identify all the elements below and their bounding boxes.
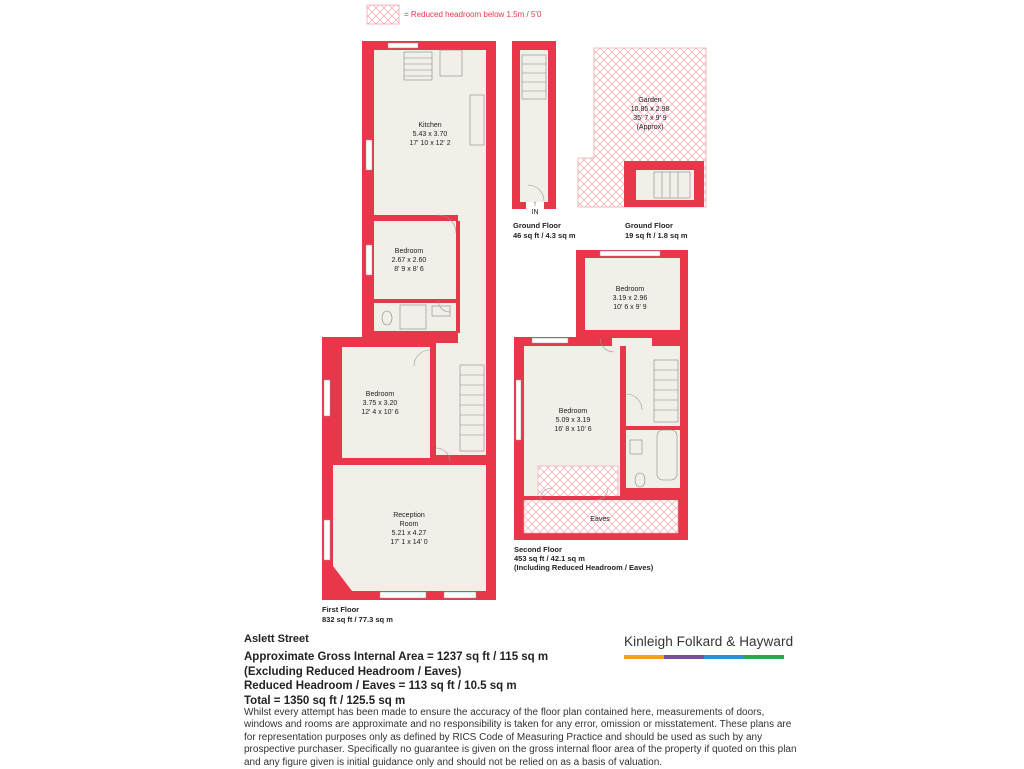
wall [362,331,458,343]
wall [585,330,680,338]
total-line: Total = 1350 sq ft / 125.5 sq m [244,694,406,707]
reception-metric: 5.21 x 4.27 [391,530,427,537]
brand-color-bar [624,655,784,659]
wall [436,455,486,465]
second-floor-name: Second Floor [514,545,562,554]
ground-floor-garden-plan [578,48,706,240]
bedroom-main-name: Bedroom [558,408,588,415]
wall [620,346,626,496]
legend-swatch [367,5,399,24]
first-floor-area: 832 sq ft / 77.3 sq m [322,615,393,624]
entrance-label: IN [531,209,539,216]
window [366,245,372,275]
window [516,380,521,440]
garden-name: Garden [638,97,662,104]
legend [367,5,542,24]
ground-b-floor-area: 19 sq ft / 1.8 sq m [625,231,688,240]
bedroom-main-metric: 5.09 x 3.19 [555,417,591,424]
brand-bar-segment [624,655,664,659]
ground-floor-entrance-plan [512,41,576,240]
kitchen-metric: 5.43 x 3.70 [412,131,448,138]
first-floor-name: First Floor [322,605,360,614]
bedroom-top-floor [585,258,680,330]
garden-note: (Approx) [636,124,664,131]
bathroom-floor [374,303,456,331]
entrance-arrow-icon: ↑ [533,201,537,208]
kitchen-imperial: 17' 10 x 12' 2 [409,140,451,147]
wall [333,458,436,465]
window [444,592,476,598]
ground-b-floor-name: Ground Floor [625,221,673,230]
disclaimer: Whilst every attempt has been made to ensure the accuracy of the floor plan contained here, measurements of doors, windows and rooms are approximate and no responsibility is taken for any error, omission or misstatement. These plans are for representation purposes only as defined by RICS Code of Measuring Practice and should be used as such by any prospective purchaser. Specifically no guarantee is given on the gross internal floor area of the property if quoted on this plan and any figure given is initial guidance only and should not be relied on as a basis of valuation. [244,707,797,768]
window [324,520,330,560]
wall [430,343,436,465]
gia-line: Approximate Gross Internal Area = 1237 sq ft / 115 sq m [244,651,549,663]
window [366,140,372,170]
reception-imperial: 17' 1 x 14' 0 [390,539,428,546]
bedroom-main-imperial: 16' 8 x 10' 6 [554,426,592,433]
bedroom-large-imperial: 12' 4 x 10' 6 [361,409,399,416]
second-floor-plan [514,250,688,572]
bedroom-large-metric: 3.75 x 3.20 [362,400,398,407]
legend-label: = Reduced headroom below 1.5m / 5'0 [404,10,542,19]
second-floor-note: (Including Reduced Headroom / Eaves) [514,563,654,572]
ground-a-floor-area: 46 sq ft / 4.3 sq m [513,231,576,240]
bedroom-top-imperial: 10' 6 x 9' 9 [613,304,647,311]
window [388,43,418,48]
ground-a-floor-name: Ground Floor [513,221,561,230]
eaves-label: Eaves [590,516,610,523]
brand-bar-segment [744,655,784,659]
brand-bar-segment [704,655,744,659]
kitchen-name: Kitchen [418,122,442,129]
reception-name-1: Reception [393,512,425,519]
wall [374,215,458,221]
wall [456,221,460,333]
window [324,380,330,416]
window [380,592,426,598]
bedroom-top-name: Bedroom [615,286,645,293]
window [532,338,568,343]
window [600,251,660,256]
bathroom-second-floor [632,426,680,492]
bedroom-small-imperial: 8' 9 x 8' 6 [394,266,424,273]
gia-note: (Excluding Reduced Headroom / Eaves) [244,665,462,678]
second-floor-area: 453 sq ft / 42.1 sq m [514,554,585,563]
first-floor-plan [322,41,496,624]
wall [626,488,680,494]
bedroom-small-metric: 2.67 x 2.60 [391,257,427,264]
reduced-headroom-line: Reduced Headroom / Eaves = 113 sq ft / 10.5 sq m [244,680,517,692]
bedroom-top-metric: 3.19 x 2.96 [612,295,648,302]
wall [374,299,456,303]
brand-name: Kinleigh Folkard & Hayward [624,634,794,649]
reception-floor [333,465,486,591]
wall [626,426,680,430]
outbuilding-floor [636,170,694,200]
bedroom-large-name: Bedroom [365,391,395,398]
garden-metric: 10.85 x 2.98 [630,106,670,113]
street-name: Aslett Street [244,633,309,645]
landing-floor [436,343,486,465]
reduced-headroom-area [538,466,618,498]
garden-imperial: 35' 7 x 9' 9 [633,115,667,122]
stairs-second-floor [652,346,680,426]
reception-name-2: Room [399,521,419,528]
bedroom-small-name: Bedroom [394,248,424,255]
brand-logo [624,634,794,659]
brand-bar-segment [664,655,704,659]
